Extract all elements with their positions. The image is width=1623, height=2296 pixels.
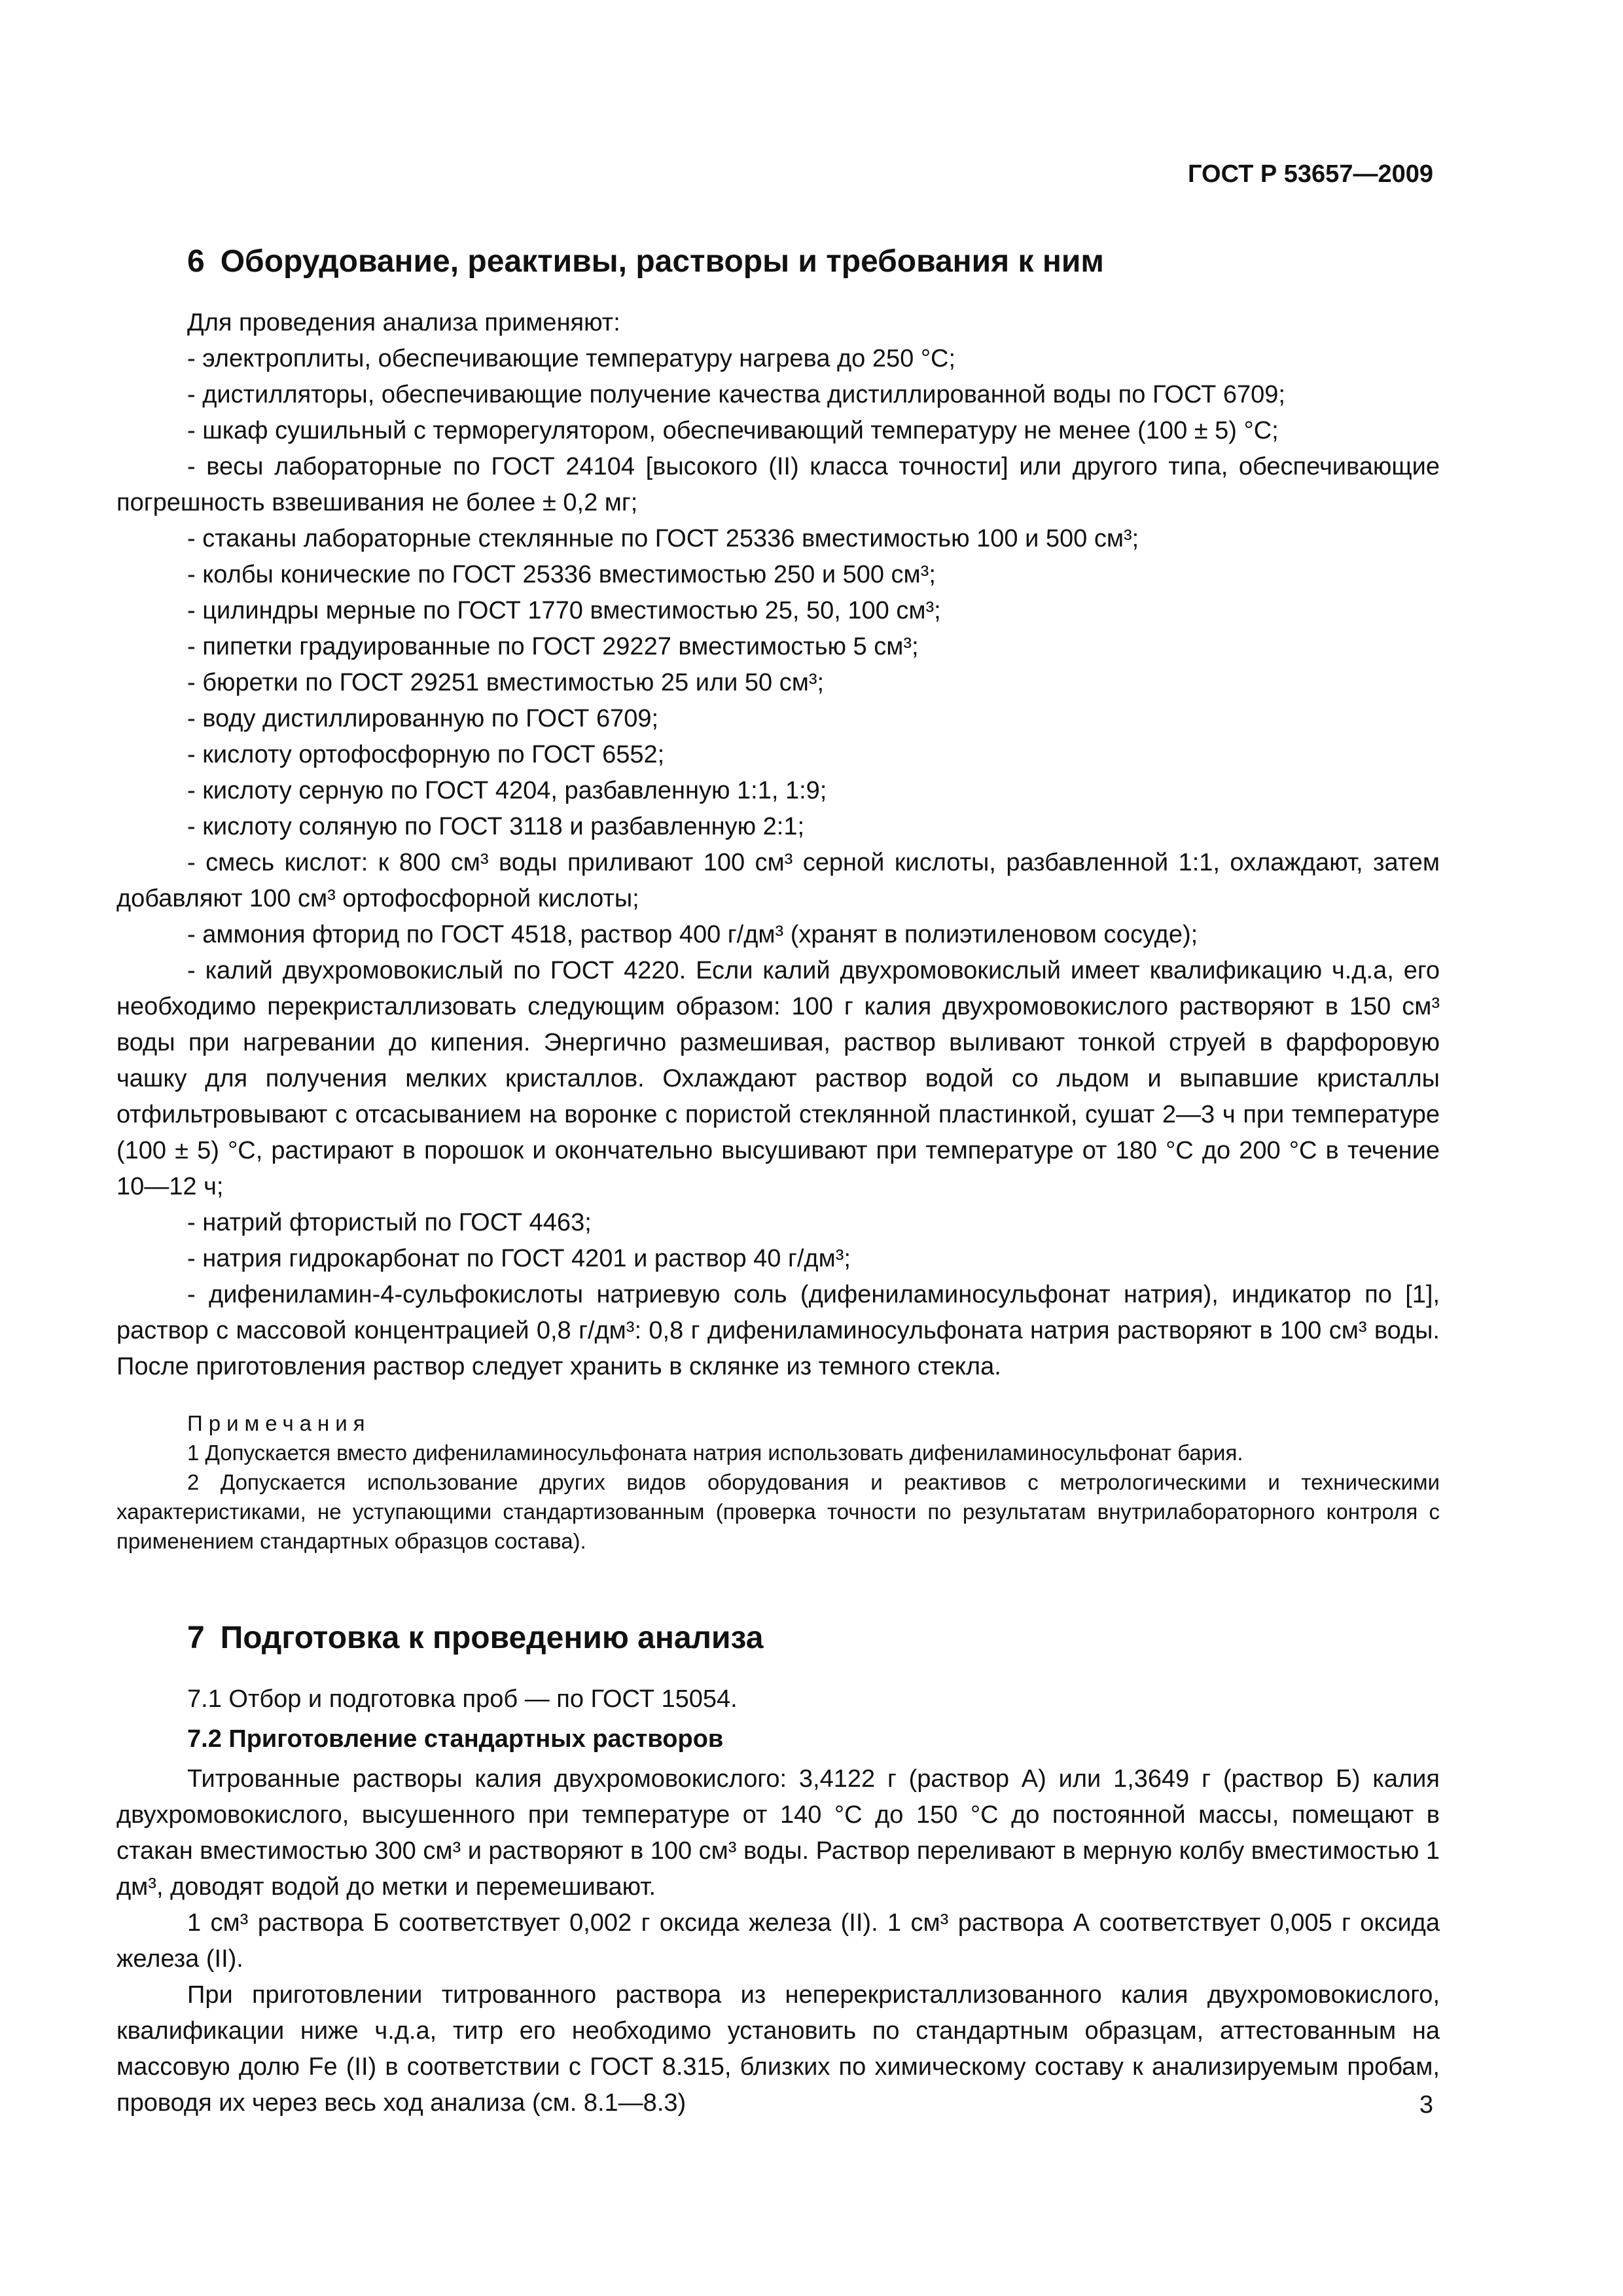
page-content	[116, 242, 1440, 2121]
page-number: 3	[1419, 2091, 1433, 2119]
list-item: - смесь кислот: к 800 см³ воды приливают 100 см³ серной кислоты, разбавленной 1:1, охлаждают, затем добавляют 100 см³ ортофосфорной кислоты;	[116, 849, 1440, 912]
section-6-number: 6	[187, 244, 205, 279]
standard-code-header: ГОСТ Р 53657—2009	[1188, 160, 1433, 188]
clause-7-2-paragraph: 1 см³ раствора Б соответствует 0,002 г оксида железа (II). 1 см³ раствора А соответствует 0,005 г оксида железа (II).	[116, 1909, 1440, 1973]
list-item: - натрия гидрокарбонат по ГОСТ 4201 и раствор 40 г/дм³;	[187, 1245, 851, 1272]
clause-7-2-paragraph: Титрованные растворы калия двухромовокислого: 3,4122 г (раствор А) или 1,3649 г (раствор Б) калия двухромовокислого, высушенного при температуре от 140 °С до 150 °С до постоянной массы, помещают в стакан вместимостью 300 см³ и растворяют в 100 см³ воды. Раствор переливают в мерную колбу вместимостью 1 дм³, доводят водой до метки и перемешивают.	[116, 1765, 1440, 1901]
equipment-list	[116, 341, 1440, 1385]
list-item: - кислоту серную по ГОСТ 4204, разбавленную 1:1, 1:9;	[187, 777, 827, 804]
notes-block	[116, 1408, 1440, 1556]
section-7-number: 7	[187, 1621, 205, 1655]
section-7	[116, 1619, 1440, 2121]
list-item: - колбы конические по ГОСТ 25336 вместимостью 250 и 500 см³;	[187, 561, 936, 588]
section-6-heading	[116, 242, 1440, 281]
notes-title: Примечания	[187, 1411, 371, 1435]
list-item: - аммония фторид по ГОСТ 4518, раствор 400 г/дм³ (хранят в полиэтиленовом сосуде);	[187, 921, 1198, 948]
note-item: 2 Допускается использование других видов оборудования и реактивов с метрологическими и техническими характеристиками, не уступающими стандартизованным (проверка точности по результатам внутрилабораторного контроля с применением стандартных образцов состава).	[116, 1470, 1440, 1553]
clause-7-2-paragraph: При приготовлении титрованного раствора из неперекристаллизованного калия двухромовокислого, квалификации ниже ч.д.а, титр его необходимо установить по стандартным образцам, аттестованным на массовую долю Fe (II) в соответствии с ГОСТ 8.315, близких по химическому составу к анализируемым пробам, проводя их через весь ход анализа (см. 8.1—8.3)	[116, 1981, 1440, 2117]
list-item: - дистилляторы, обеспечивающие получение качества дистиллированной воды по ГОСТ 6709;	[187, 381, 1285, 408]
list-item: - воду дистиллированную по ГОСТ 6709;	[187, 705, 659, 732]
list-item: - электроплиты, обеспечивающие температуру нагрева до 250 °С;	[187, 345, 956, 372]
section-7-title: Подготовка к проведению анализа	[220, 1621, 764, 1655]
section-6-intro: Для проведения анализа применяют:	[187, 309, 620, 336]
list-item: - натрий фтористый по ГОСТ 4463;	[187, 1209, 592, 1236]
list-item: - цилиндры мерные по ГОСТ 1770 вместимостью 25, 50, 100 см³;	[187, 597, 941, 624]
clause-7-1: 7.1 Отбор и подготовка проб — по ГОСТ 15054.	[187, 1685, 738, 1713]
list-item: - дифениламин-4-сульфокислоты натриевую соль (дифениламиносульфонат натрия), индикатор по [1], раствор с массовой концентрацией 0,8 г/дм³: 0,8 г дифениламиносульфоната натрия растворяют в 100 см³ воды. После приготовления раствор следует хранить в склянке из темного стекла.	[116, 1281, 1440, 1380]
section-7-heading	[116, 1619, 1440, 1658]
list-item: - пипетки градуированные по ГОСТ 29227 вместимостью 5 см³;	[187, 633, 919, 660]
section-6-title: Оборудование, реактивы, растворы и требования к ним	[220, 244, 1104, 279]
clause-7-2-heading: 7.2 Приготовление стандартных растворов	[187, 1725, 724, 1753]
list-item: - весы лабораторные по ГОСТ 24104 [высокого (II) класса точности] или другого типа, обеспечивающие погрешность взвешивания не более ± 0,2 мг;	[116, 453, 1440, 516]
list-item: - шкаф сушильный с терморегулятором, обеспечивающий температуру не менее (100 ± 5) °С;	[187, 417, 1279, 444]
list-item: - бюретки по ГОСТ 29251 вместимостью 25 или 50 см³;	[187, 669, 825, 696]
note-item: 1 Допускается вместо дифениламиносульфоната натрия использовать дифениламиносульфонат бария.	[187, 1441, 1243, 1465]
list-item: - кислоту соляную по ГОСТ 3118 и разбавленную 2:1;	[187, 813, 805, 840]
list-item: - кислоту ортофосфорную по ГОСТ 6552;	[187, 741, 665, 768]
list-item: - калий двухромовокислый по ГОСТ 4220. Если калий двухромовокислый имеет квалификацию ч.д.а, его необходимо перекристаллизовать следующим образом: 100 г калия двухромовокислого растворяют в 150 см³ воды при нагревании до кипения. Энергично размешивая, раствор выливают тонкой струей в фарфоровую чашку для получения мелких кристаллов. Охлаждают раствор водой со льдом и выпавшие кристаллы отфильтровывают с отсасыванием на воронке с пористой стеклянной пластинкой, сушат 2—3 ч при температуре (100 ± 5) °С, растирают в порошок и окончательно высушивают при температуре от 180 °С до 200 °С в течение 10—12 ч;	[116, 957, 1440, 1200]
list-item: - стаканы лабораторные стеклянные по ГОСТ 25336 вместимостью 100 и 500 см³;	[187, 525, 1139, 552]
